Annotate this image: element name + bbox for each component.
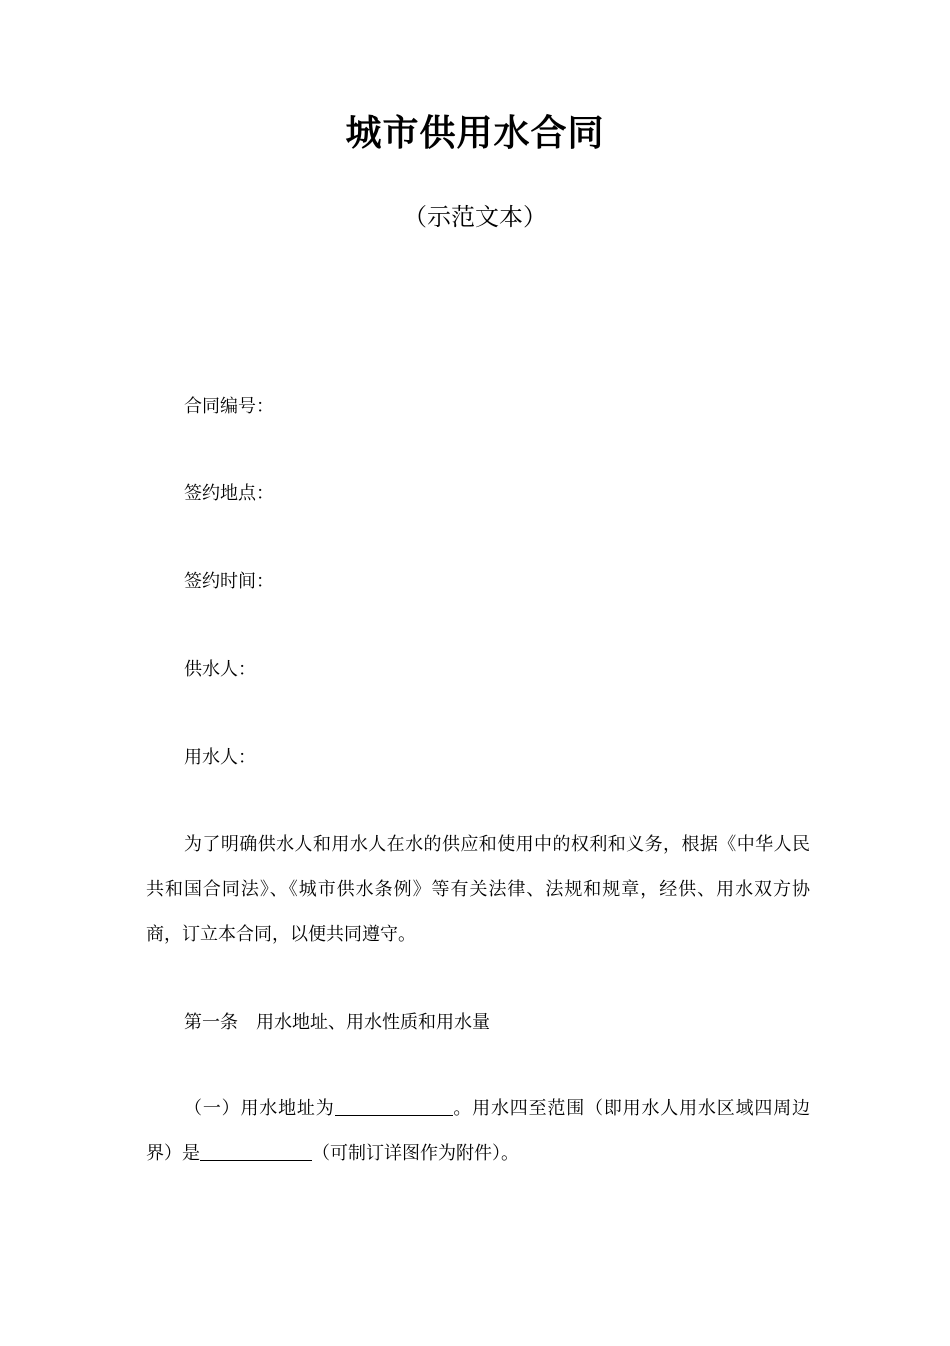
water-supplier-field: 供水人：: [184, 659, 256, 680]
document-title: 城市供用水合同: [345, 113, 605, 154]
article-1-heading: [184, 1012, 490, 1034]
clause-1-paragraph: [146, 1086, 810, 1176]
clause-1-part1: （一）用水地址为: [184, 1098, 335, 1119]
article-heading-text: 用水地址、用水性质和用水量: [256, 1012, 490, 1033]
signing-time-field: 签约时间：: [184, 571, 274, 592]
clause-1-part2: 。用水四至范围（即用水人用水区域四周边界）是: [146, 1098, 811, 1164]
signing-place-field: 签约地点：: [184, 483, 274, 504]
water-address-blank: [335, 1097, 453, 1116]
article-number: 第一条: [184, 1012, 238, 1033]
contract-number-field: 合同编号：: [184, 396, 274, 417]
water-user-field: 用水人：: [184, 747, 256, 768]
intro-paragraph: 为了明确供水人和用水人在水的供应和使用中的权利和义务，根据《中华人民共和国合同法》、《城市供水条例》等有关法律、法规和规章，经供、用水双方协商，订立本合同，以便共同遵守。: [146, 834, 810, 945]
document-subtitle: （示范文本）: [403, 203, 547, 231]
clause-1-part3: （可制订详图作为附件）。: [312, 1143, 519, 1164]
water-boundary-blank: [200, 1142, 312, 1161]
